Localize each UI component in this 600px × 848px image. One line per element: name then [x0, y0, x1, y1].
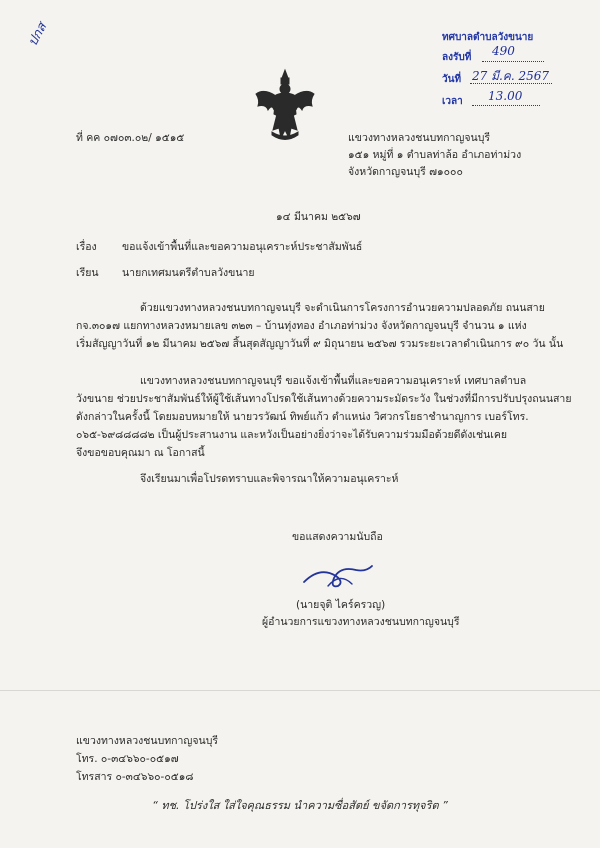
contact-phone: โทร. ๐-๓๔๖๖๐-๐๕๑๗	[76, 753, 179, 765]
signature-icon	[300, 560, 376, 590]
signer-title: ผู้อำนวยการแขวงทางหลวงชนบทกาญจนบุรี	[262, 616, 460, 628]
paragraph-1-line: ด้วยแขวงทางหลวงชนบทกาญจนบุรี จะดำเนินการโครงการอำนวยความปลอดภัย ถนนสาย	[140, 302, 545, 314]
stamp-title: ทศบาลตำบลวังขนาย	[442, 32, 534, 43]
document-number: ที่ คค ๐๗๐๓.๐๒/ ๑๕๑๕	[76, 132, 185, 144]
stamp-date-value: 27 มี.ค. 2567	[472, 69, 550, 83]
receive-stamp	[432, 30, 572, 114]
subject-text: ขอแจ้งเข้าพื้นที่และขอความอนุเคราะห์ประชาสัมพันธ์	[122, 241, 363, 253]
stamp-time-value: 13.00	[488, 89, 523, 103]
salutation-recipient: นายกเทศมนตรีตำบลวังขนาย	[122, 267, 255, 279]
paragraph-2-line: ๐๖๕-๖๙๘๘๘๘๒ เป็นผู้ประสานงาน และหวังเป็นอย่างยิ่งว่าจะได้รับความร่วมมือด้วยดีดังเช่นเคย	[76, 429, 508, 441]
paragraph-2-line: จึงขอขอบคุณมา ณ โอกาสนี้	[76, 447, 205, 459]
stamp-time-label: เวลา	[442, 96, 463, 107]
paragraph-2-line: ดังกล่าวในครั้งนี้ โดยมอบหมายให้ นายวรวัฒน์ ทิพย์แก้ว ตำแหน่ง วิศวกรโยธาชำนาญการ เบอร์โทร.	[76, 411, 529, 423]
stamp-received-label: ลงรับที่	[442, 52, 472, 63]
paragraph-3: จึงเรียนมาเพื่อโปรดทราบและพิจารณาให้ความอนุเคราะห์	[140, 473, 399, 485]
paragraph-1-line: เริ่มสัญญาวันที่ ๑๒ มีนาคม ๒๕๖๗ สิ้นสุดสัญญาวันที่ ๙ มิถุนายน ๒๕๖๗ รวมระยะเวลาดำเนินการ ๙๐ วัน นั้น	[76, 338, 564, 350]
letter-date: ๑๔ มีนาคม ๒๕๖๗	[276, 211, 361, 223]
sender-address: ๑๕๑ หมู่ที่ ๑ ตำบลท่าล้อ อำเภอท่าม่วง	[348, 149, 522, 161]
subject-label: เรื่อง	[76, 241, 97, 253]
closing-phrase: ขอแสดงความนับถือ	[292, 531, 383, 543]
margin-handwritten-note: ปกส	[25, 20, 51, 49]
paragraph-2-line: วังขนาย ช่วยประชาสัมพันธ์ให้ผู้ใช้เส้นทางโปรดใช้เส้นทางด้วยความระมัดระวัง ในช่วงที่มีการปรับปรุงถนนสาย	[76, 393, 572, 405]
signer-name: (นายจุติ ไคร์ครวญ)	[296, 599, 386, 611]
sender-office: แขวงทางหลวงชนบทกาญจนบุรี	[348, 132, 491, 144]
footer-motto: “ ทช. โปร่งใส ใส่ใจคุณธรรม นำความซื่อสัตย์ ขจัดการทุจริต ”	[152, 799, 448, 812]
garuda-emblem-icon	[254, 68, 316, 146]
sender-province: จังหวัดกาญจนบุรี ๗๑๐๐๐	[348, 166, 463, 178]
paper-fold-line	[0, 690, 600, 691]
paragraph-2-line: แขวงทางหลวงชนบทกาญจนบุรี ขอแจ้งเข้าพื้นที่และขอความอนุเคราะห์ เทศบาลตำบล	[140, 375, 527, 387]
contact-fax: โทรสาร ๐-๓๔๖๖๐-๐๕๑๘	[76, 771, 194, 783]
stamp-received-number: 490	[492, 44, 515, 58]
stamp-date-label: วันที่	[442, 74, 462, 85]
paragraph-1-line: กจ.๓๐๑๗ แยกทางหลวงหมายเลข ๓๒๓ – บ้านทุ่งทอง อำเภอท่าม่วง จังหวัดกาญจนบุรี จำนวน ๑ แห่ง	[76, 320, 527, 332]
contact-office: แขวงทางหลวงชนบทกาญจนบุรี	[76, 735, 219, 747]
salutation-label: เรียน	[76, 267, 99, 279]
